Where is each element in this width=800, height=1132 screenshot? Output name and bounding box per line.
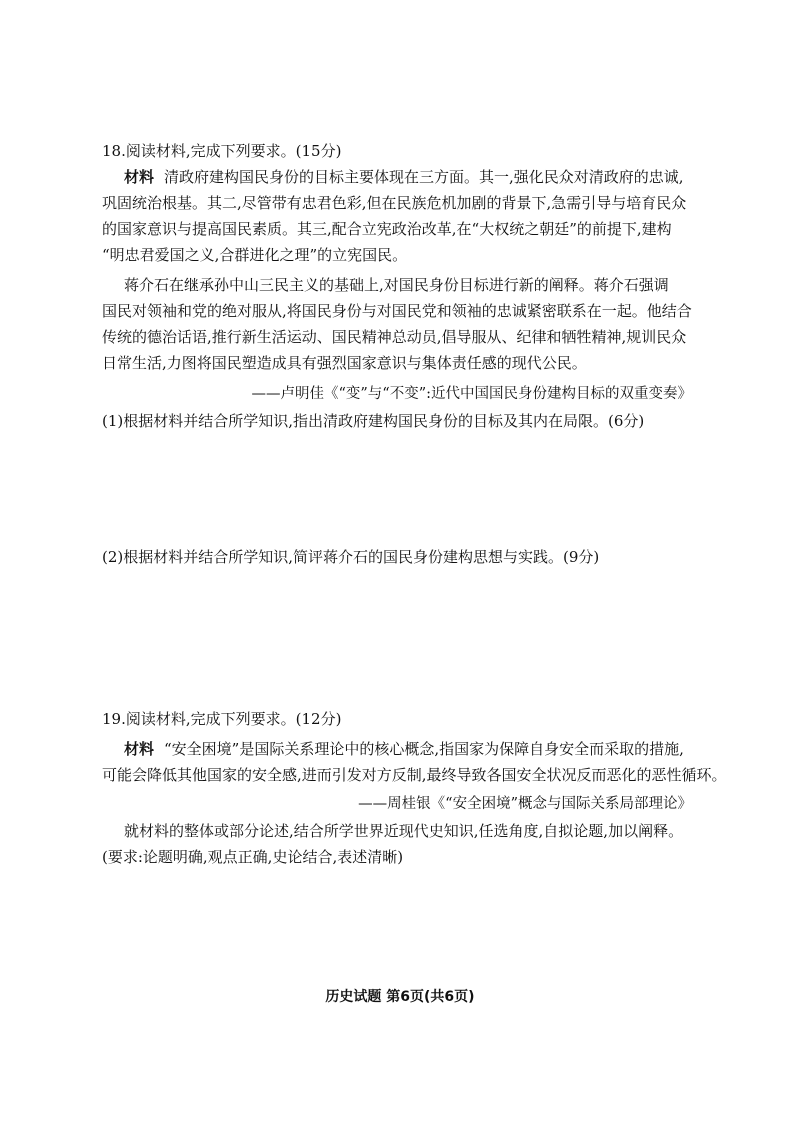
q18-material-line-1 [124, 166, 684, 188]
material-text: “安全困境”是国际关系理论中的核心概念,指国家为保障自身安全而采取的措施, [164, 740, 684, 758]
material-text: 清政府建构国民身份的目标主要体现在三方面。其一,强化民众对清政府的忠诚, [164, 168, 684, 186]
page-footer: 历史试题 第6页(共6页) [325, 989, 475, 1005]
question-18-heading: 18.阅读材料,完成下列要求。(15分) [102, 142, 342, 160]
q18-material-line-2: 巩固统治根基。其二,尽管带有忠君色彩,但在民族危机加剧的背景下,急需引导与培育民众 [102, 194, 687, 212]
q19-material-line-2: 可能会降低其他国家的安全感,进而引发对方反制,最终导致各国安全状况反而恶化的恶性循环。 [102, 766, 727, 784]
q19-source-citation: ——周桂银《“安全困境”概念与国际关系局部理论》 [358, 796, 692, 812]
q18-material-line-3: 的国家意识与提高国民素质。其三,配合立宪政治改革,在“大权统之朝廷”的前提下,建构 [102, 220, 672, 238]
q19-task: 就材料的整体或部分论述,结合所学世界近现代史知识,任选角度,自拟论题,加以阐释。 [124, 822, 684, 840]
material-label: 材料 [124, 740, 155, 758]
q18-subquestion-2: (2)根据材料并结合所学知识,简评蒋介石的国民身份建构思想与实践。(9分) [102, 548, 600, 566]
q18-source-citation: ——卢明佳《“变”与“不变”:近代中国国民身份建构目标的双重变奏》 [251, 386, 692, 402]
q18-subquestion-1: (1)根据材料并结合所学知识,指出清政府建构国民身份的目标及其内在局限。(6分) [102, 412, 645, 430]
q19-material-line-1 [124, 738, 684, 760]
q18-paragraph2-line-3: 传统的德治话语,推行新生活运动、国民精神总动员,倡导服从、纪律和牺牲精神,规训民众 [102, 328, 687, 346]
q18-paragraph2-line-4: 日常生活,力图将国民塑造成具有强烈国家意识与集体责任感的现代公民。 [102, 354, 587, 372]
question-19-heading: 19.阅读材料,完成下列要求。(12分) [102, 710, 342, 728]
material-label: 材料 [124, 168, 155, 186]
q18-paragraph2-line-1: 蒋介石在继承孙中山三民主义的基础上,对国民身份目标进行新的阐释。蒋介石强调 [124, 276, 669, 294]
q18-material-line-4: “明忠君爱国之义,合群进化之理”的立宪国民。 [102, 246, 408, 264]
q18-paragraph2-line-2: 国民对领袖和党的绝对服从,将国民身份与对国民党和领袖的忠诚紧密联系在一起。他结合 [102, 302, 692, 320]
q19-requirement: (要求:论题明确,观点正确,史论结合,表述清晰) [102, 848, 404, 866]
